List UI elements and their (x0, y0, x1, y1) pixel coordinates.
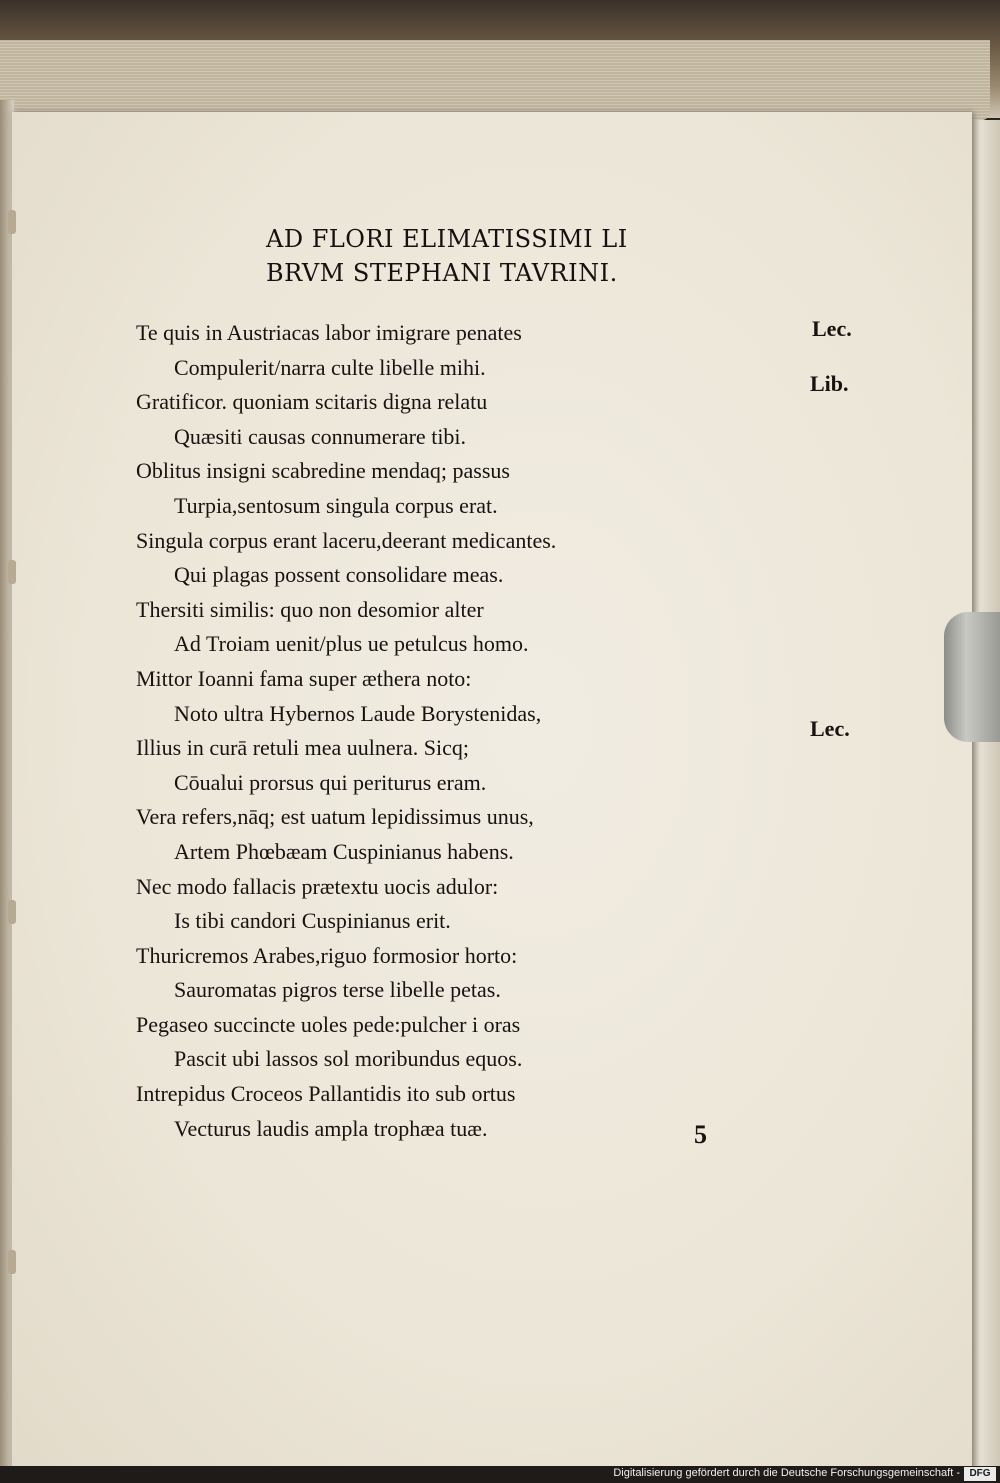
verse-line: Sauromatas pigros terse libelle petas. (174, 977, 501, 1003)
binding-stitch (8, 560, 16, 584)
binding-stitch (8, 900, 16, 924)
dfg-logo: DFG (964, 1467, 996, 1481)
verse-line: Turpia,sentosum singula corpus erat. (174, 492, 498, 518)
verse-line: Gratificor. quoniam scitaris digna relatu (136, 389, 488, 415)
verse-line: Oblitus insigni scabredine mendaq; passus (136, 458, 510, 484)
verse-line: Pascit ubi lassos sol moribundus equos. (174, 1046, 523, 1072)
verse-line: Illius in curā retuli mea uulnera. Sicq; (136, 735, 469, 761)
heading-line-1: AD FLORI ELIMATISSIMI LI (266, 225, 628, 253)
verse-line: Artem Phœbæam Cuspinianus habens. (174, 838, 514, 864)
verse-line: Intrepidus Croceos Pallantidis ito sub ortus (136, 1081, 516, 1107)
verse-line: Pegaseo succincte uoles pede:pulcher i oras (136, 1011, 521, 1037)
speaker-label-lec: Lec. (812, 316, 852, 341)
verse-line: Quæsiti causas connumerare tibi. (174, 423, 467, 449)
verse-line: Ad Troiam uenit/plus ue petulcus homo. (174, 631, 529, 657)
verse-line: Vera refers,nāq; est uatum lepidissimus unus, (136, 804, 534, 830)
verse-line: Qui plagas possent consolidare meas. (174, 562, 504, 588)
signature-mark: 5 (694, 1120, 707, 1149)
verse-line: Thersiti similis: quo non desomior alter (136, 596, 484, 622)
binding-stitch (8, 210, 16, 234)
verse-line: Is tibi candori Cuspinianus erit. (174, 908, 451, 934)
verse-line: Singula corpus erant laceru,deerant medicantes. (136, 527, 557, 553)
digitization-credit: Digitalisierung gefördert durch die Deutsche Forschungsgemeinschaft - (613, 1467, 960, 1479)
verse-line: Compulerit/narra culte libelle mihi. (174, 354, 486, 380)
speaker-label-lib: Lib. (810, 371, 849, 396)
verse-line: Te quis in Austriacas labor imigrare penates (136, 320, 522, 345)
poem-heading (266, 222, 706, 290)
verse-line: Thuricremos Arabes,riguo formosior horto: (136, 942, 518, 968)
book-fore-edge (0, 40, 990, 120)
binding-stitch (8, 1250, 16, 1274)
verse-block (136, 316, 776, 1146)
verse-line: Nec modo fallacis prætextu uocis adulor: (136, 873, 499, 899)
page-clamp (944, 612, 1000, 742)
verse-line: Vecturus laudis ampla trophæa tuæ. (174, 1115, 488, 1141)
verse-line: Mittor Ioanni fama super æthera noto: (136, 665, 472, 691)
verse-line: Cōualui prorsus qui periturus eram. (174, 769, 487, 795)
verse-line: Noto ultra Hybernos Laude Borystenidas, (174, 700, 542, 726)
page-stack-edge (968, 120, 1000, 1483)
heading-line-2: BRVM STEPHANI TAVRINI. (266, 259, 618, 287)
speaker-label-lec: Lec. (810, 716, 850, 741)
